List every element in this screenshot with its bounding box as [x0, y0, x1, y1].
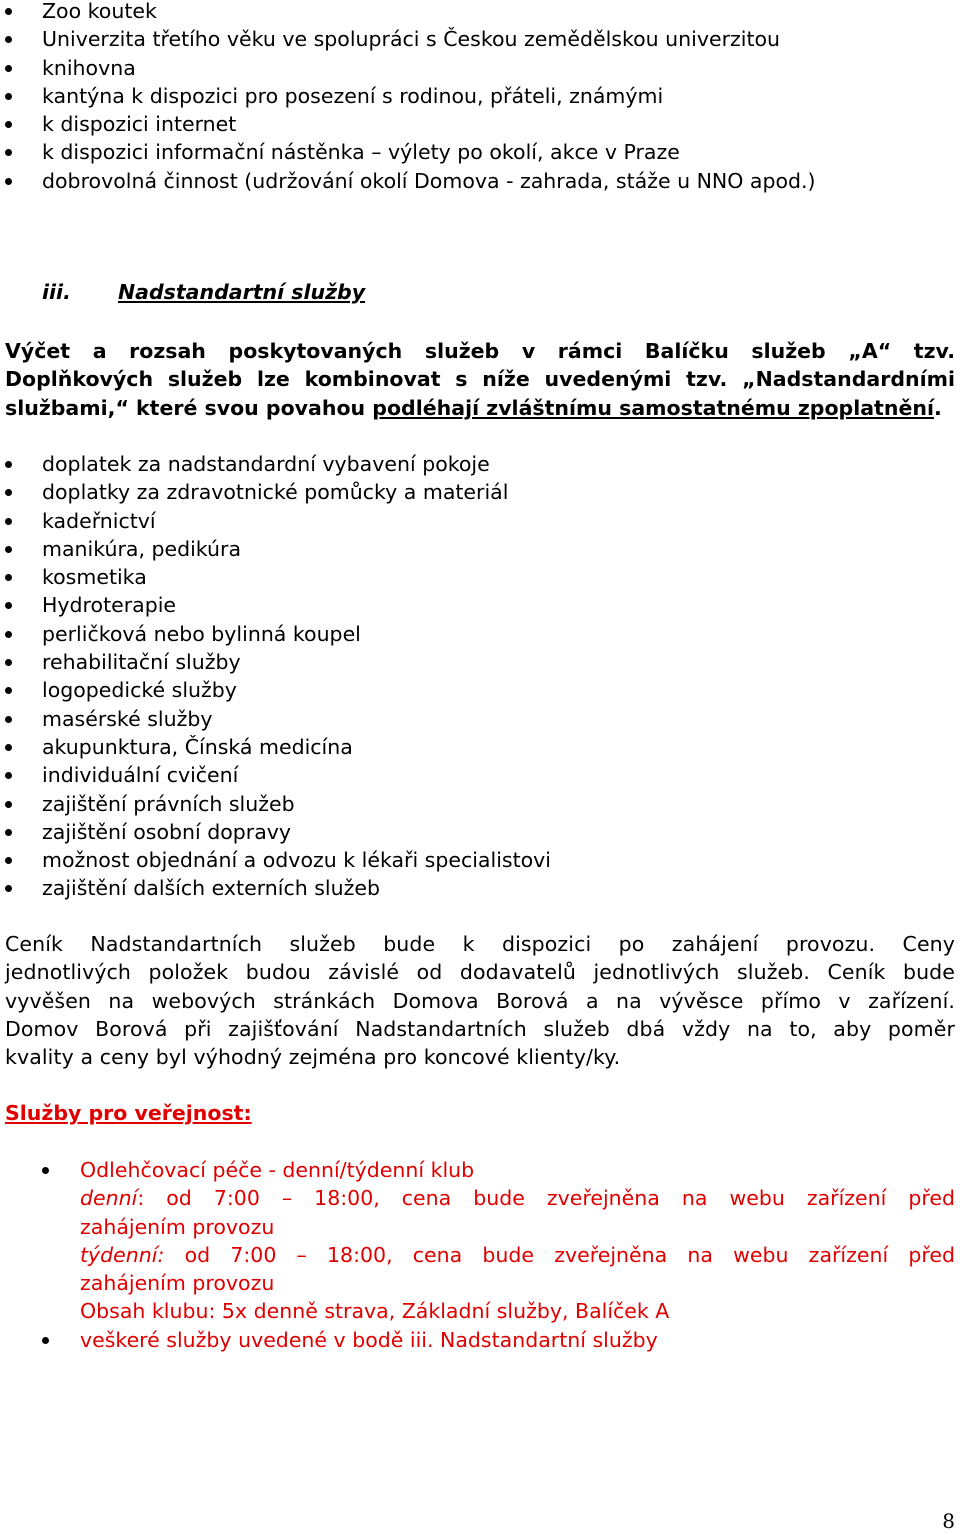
list-item-text: veškeré služby uvedené v bodě iii. Nadstandartní služby: [80, 1327, 658, 1352]
list-item: [0, 25, 816, 53]
daily-continuation: zahájením provozu: [80, 1214, 275, 1239]
list-item-text: manikúra, pedikúra: [42, 536, 242, 561]
list-item: [0, 761, 551, 789]
intro-underlined-text: podléhají zvláštnímu samostatnému zpoplatnění: [372, 395, 934, 420]
section-heading: [42, 280, 365, 304]
list-item: [0, 1326, 960, 1354]
bullet-icon: [5, 149, 12, 156]
list-item-text: doplatek za nadstandardní vybavení pokoje: [42, 452, 490, 476]
list-item-text: masérské služby: [42, 706, 213, 731]
list-item-text: zajištění právních služeb: [42, 791, 295, 816]
list-item: [0, 1156, 960, 1326]
list-item: [0, 874, 551, 902]
paragraph-line: Ceník Nadstandartních služeb bude k dispozici po zahájení provozu. Ceny: [5, 932, 955, 956]
list-item: [0, 620, 551, 648]
weekly-continuation: zahájením provozu: [80, 1271, 275, 1296]
list-item: [0, 507, 551, 535]
section-title: Nadstandartní služby: [118, 280, 366, 304]
bullet-icon: [5, 489, 12, 496]
bullet-icon: [5, 772, 12, 779]
bullet-icon: [5, 518, 12, 525]
list-item: [0, 478, 551, 506]
public-services-list: [0, 1156, 960, 1354]
list-item-text: dobrovolná činnost (udržování okolí Domova - zahrada, stáže u NNO apod.): [42, 168, 816, 193]
list-item: [0, 138, 816, 166]
list-item: [0, 54, 816, 82]
public-services-heading: Služby pro veřejnost:: [5, 1101, 252, 1125]
bullet-icon: [5, 716, 12, 723]
list-item-text: zajištění dalších externích služeb: [42, 876, 380, 901]
bullet-icon: [5, 744, 12, 751]
bullet-icon: [5, 178, 12, 185]
club-content: Obsah klubu: 5x denně strava, Základní služby, Balíček A: [80, 1299, 670, 1324]
bullet-icon: [5, 857, 12, 864]
list-item: [0, 0, 816, 25]
extra-services-list: [0, 450, 551, 903]
bullet-icon: [5, 574, 12, 581]
list-item: [0, 733, 551, 761]
list-item: [0, 846, 551, 874]
price-paragraph: [5, 930, 955, 1071]
list-item: [0, 563, 551, 591]
bullet-icon: [5, 36, 12, 43]
bullet-icon: [5, 801, 12, 808]
bullet-icon: [42, 1167, 49, 1174]
list-item-text: doplatky za zdravotnické pomůcky a materiál: [42, 480, 509, 505]
list-item: [0, 790, 551, 818]
intro-text: Výčet a rozsah poskytovaných služeb v rámci Balíčku služeb „A“ tzv. Doplňkových služeb lze kombinovat s níže uvedenými tzv. „Nadstandardními službami,“ které svou povahou: [5, 339, 955, 420]
list-item: [0, 450, 551, 478]
list-item-text: kosmetika: [42, 565, 147, 590]
paragraph-line: Domov Borová při zajišťování Nadstandartních služeb dbá vždy na to, aby poměr: [5, 1016, 955, 1041]
list-item-text: Zoo koutek: [42, 0, 157, 23]
bullet-icon: [5, 885, 12, 892]
list-item-text: možnost objednání a odvozu k lékaři specialistovi: [42, 848, 551, 873]
page-number: 8: [942, 1509, 955, 1533]
bullet-icon: [5, 461, 12, 468]
daily-label: denní: [80, 1186, 138, 1211]
bullet-icon: [5, 829, 12, 836]
bullet-icon: [5, 93, 12, 100]
services-list-top: [0, 0, 816, 195]
bullet-icon: [5, 121, 12, 128]
list-item: [0, 110, 816, 138]
respite-care-title: Odlehčovací péče - denní/týdenní klub: [80, 1158, 475, 1182]
bullet-icon: [5, 659, 12, 666]
weekly-text: od 7:00 – 18:00, cena bude zveřejněna na webu zařízení před: [164, 1242, 955, 1267]
bullet-icon: [5, 602, 12, 609]
list-item: [0, 535, 551, 563]
daily-text: : od 7:00 – 18:00, cena bude zveřejněna na webu zařízení před: [137, 1186, 955, 1211]
list-item: [0, 705, 551, 733]
list-item: [0, 82, 816, 110]
section-number: iii.: [42, 280, 71, 304]
list-item-text: kadeřnictví: [42, 508, 156, 533]
list-item-text: akupunktura, Čínská medicína: [42, 734, 353, 759]
paragraph-line: kvality a ceny byl výhodný zejména pro koncové klienty/ky.: [5, 1045, 621, 1070]
list-item-text: Hydroterapie: [42, 593, 177, 618]
list-item: [0, 676, 551, 704]
bullet-icon: [5, 8, 12, 15]
bullet-icon: [5, 687, 12, 694]
list-item-text: rehabilitační služby: [42, 650, 241, 675]
list-item-text: perličková nebo bylinná koupel: [42, 621, 361, 646]
bullet-icon: [5, 546, 12, 553]
list-item-text: Univerzita třetího věku ve spolupráci s Českou zemědělskou univerzitou: [42, 27, 781, 52]
list-item-text: k dispozici internet: [42, 112, 237, 137]
weekly-label: týdenní:: [80, 1242, 165, 1267]
bullet-icon: [42, 1337, 49, 1344]
daily-club-line: [80, 1184, 955, 1212]
list-item-text: individuální cvičení: [42, 763, 239, 788]
bullet-icon: [5, 65, 12, 72]
list-item-text: zajištění osobní dopravy: [42, 819, 292, 844]
intro-end: .: [933, 395, 942, 420]
weekly-club-line: [80, 1241, 955, 1269]
list-item-text: knihovna: [42, 55, 136, 80]
list-item-text: kantýna k dispozici pro posezení s rodinou, přáteli, známými: [42, 83, 664, 108]
list-item-text: k dispozici informační nástěnka – výlety po okolí, akce v Praze: [42, 140, 680, 165]
intro-paragraph: [5, 337, 955, 422]
bullet-icon: [5, 631, 12, 638]
paragraph-line: jednotlivých položek budou závislé od dodavatelů jednotlivých služeb. Ceník bude: [5, 960, 955, 985]
paragraph-line: vyvěšen na webových stránkách Domova Borová a na vývěsce přímo v zařízení.: [5, 988, 955, 1013]
list-item-text: logopedické služby: [42, 678, 237, 703]
list-item: [0, 648, 551, 676]
list-item: [0, 591, 551, 619]
list-item: [0, 818, 551, 846]
list-item: [0, 167, 816, 195]
